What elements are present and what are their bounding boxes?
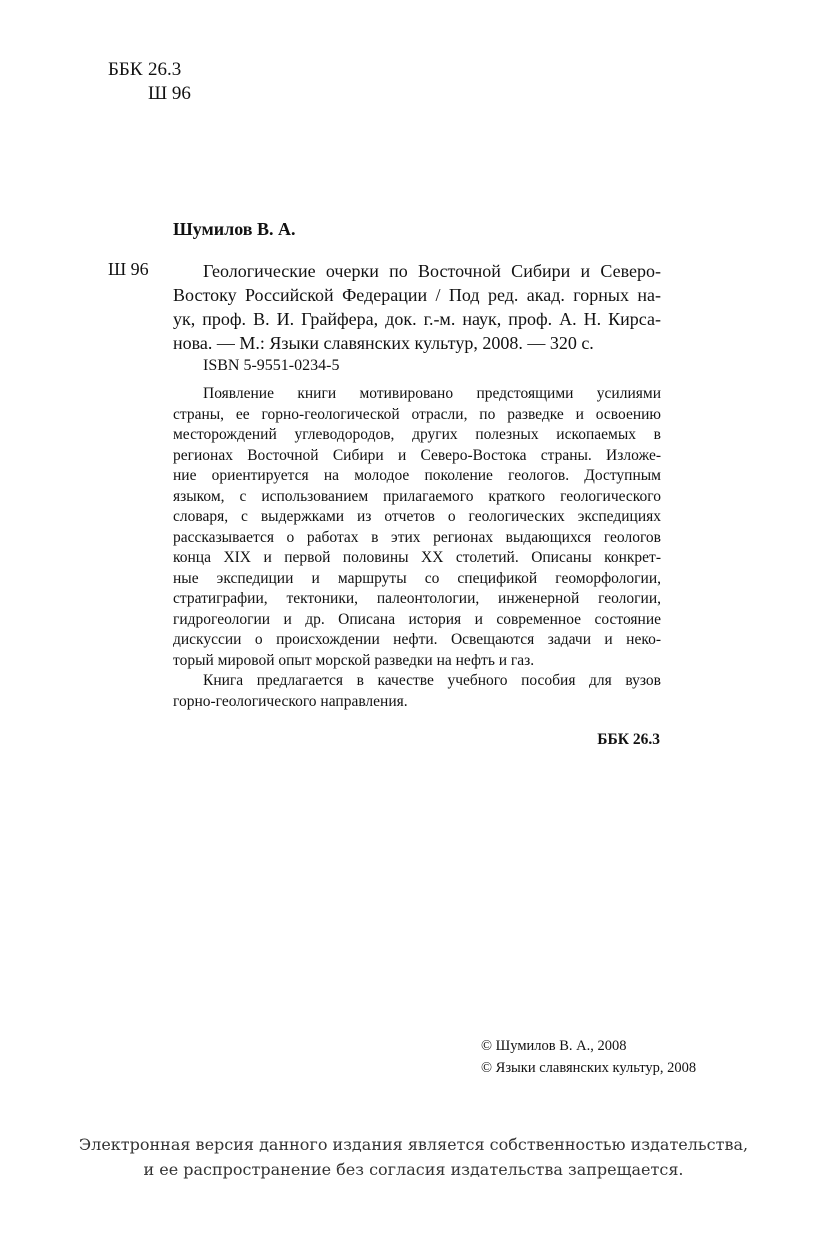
annotation-line: конца XIX и первой половины XX столетий. Описаны конкрет-	[173, 549, 661, 566]
bbk-footer: ББК 26.3	[597, 731, 660, 748]
notice-line: и ее распространение без согласия издательства запрещается.	[143, 1160, 684, 1179]
author-code-row	[108, 82, 191, 106]
author-name: Шумилов В. А.	[173, 219, 296, 239]
annotation-line: регионах Восточной Сибири и Северо-Востока страны. Изложе-	[173, 446, 661, 464]
bibliographic-description	[173, 259, 661, 355]
annotation-line: ные экспедиции и маршруты со спецификой геоморфологии,	[173, 569, 661, 587]
annotation-line: горно-геологического направления.	[173, 692, 408, 710]
notice-line: Электронная версия данного издания является собственностью издательства,	[78, 1135, 749, 1154]
copyright-author: © Шумилов В. А., 2008	[481, 1038, 627, 1054]
annotation-line: дискуссии о происхождении нефти. Освещаются задачи и неко-	[173, 631, 661, 648]
annotation-line: месторождений углеводородов, других полезных ископаемых в	[173, 426, 661, 443]
bib-line: Востоку Российской Федерации / Под ред. акад. горных на-	[173, 285, 661, 305]
annotation-line: Появление книги мотивировано предстоящими усилиями	[203, 385, 661, 402]
annotation-line: рассказывается о работах в этих регионах выдающихся геологов	[173, 528, 661, 546]
annotation-line: словаря, с выдержками из отчетов о геологических экспедициях	[173, 508, 661, 525]
annotation-line: гидрогеологии и др. Описана история и современное состояние	[173, 610, 661, 628]
annotation	[173, 384, 661, 712]
bbk-label: ББК	[108, 59, 143, 80]
annotation-line: языком, с использованием прилагаемого краткого геологического	[173, 487, 661, 505]
bbk-header	[108, 58, 191, 106]
entry-code: Ш 96	[108, 259, 149, 279]
isbn: ISBN 5-9551-0234-5	[203, 357, 340, 374]
bbk-code: 26.3	[148, 59, 182, 80]
annotation-line: торый мировой опыт морской разведки на нефть и газ.	[173, 651, 535, 669]
copyright-block	[481, 1035, 696, 1079]
author-code: Ш 96	[148, 83, 191, 104]
bib-line: нова. — М.: Языки славянских культур, 2008. — 320 с.	[173, 333, 594, 353]
electronic-version-notice	[60, 1132, 767, 1182]
annotation-line: стратиграфии, тектоники, палеонтологии, инженерной геологии,	[173, 590, 661, 607]
bib-line: Геологические очерки по Восточной Сибири и Северо-	[203, 261, 661, 281]
annotation-line: страны, ее горно-геологической отрасли, по разведке и освоению	[173, 405, 661, 423]
bbk-header-row	[108, 58, 191, 82]
bib-line: ук, проф. В. И. Грайфера, док. г.-м. наук, проф. А. Н. Кирса-	[173, 309, 661, 329]
copyright-publisher: © Языки славянских культур, 2008	[481, 1060, 697, 1076]
annotation-line: Книга предлагается в качестве учебного пособия для вузов	[203, 672, 661, 689]
annotation-line: ние ориентируется на молодое поколение геологов. Доступным	[173, 467, 661, 484]
